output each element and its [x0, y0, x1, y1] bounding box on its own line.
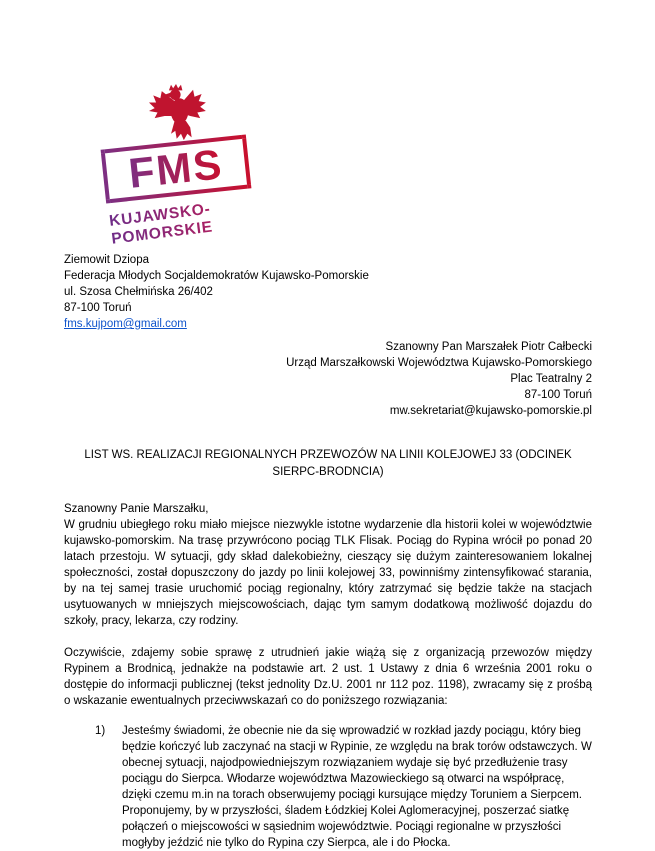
paragraph-2: Oczywiście, zdajemy sobie sprawę z utrudnień jakie wiążą się z organizacją przewozów między Rypinem a Brodnicą, jednakże na podstawie art. 2 ust. 1 Ustawy z dnia 6 września 2001 roku o dostępie do informacji publicznej (tekst jednolity Dz.U. 2001 nr 112 poz. 1198), zwracamy się z prośbą o wskazanie ewentualnych przeciwwskazań co do poniższego rozwiązania:	[64, 647, 592, 707]
sender-street: ul. Szosa Chełmińska 26/402	[64, 286, 213, 298]
fms-logo-text: FMS	[126, 140, 226, 197]
fms-region-text	[108, 195, 257, 249]
region-line-1: KUJAWSKO-	[108, 200, 212, 230]
sender-block	[64, 252, 369, 332]
fms-logo	[96, 84, 256, 248]
paragraph-1: W grudniu ubiegłego roku miało miejsce niezwykle istotne wydarzenie dla historii kolei w województwie kujawsko-pomorskim. Na trasę przywrócono pociąg TLK Flisak. Pociąg do Rypina wrócił po ponad 20 latach przestoju. W sytuacji, gdy skład dalekobieżny, cieszący się dużym zainteresowaniem lokalnej społeczności, został dopuszczony do jazdy po linii kolejowej 33, powinniśmy zintensyfikować starania, by na tej samej trasie uruchomić pociąg regionalny, który zatrzymać się będzie także na stacjach usytuowanych w mniejszych miejscowościach, dając tym samym dodatkową możliwość dojazdu do szkoły, pracy, lekarza, czy rodziny.	[64, 519, 592, 627]
recipient-office: Urząd Marszałkowski Województwa Kujawsko-Pomorskiego	[286, 357, 592, 369]
fms-logo-box	[101, 135, 252, 204]
list-item-text: Jesteśmy świadomi, że obecnie nie da się wprowadzić w rozkład jazdy pociągu, który bieg będzie kończyć lub zaczynać na stacji w Rypinie, ze względu na brak torów odstawczych. W obecnej sytuacji, najodpowiedniejszym rozwiązaniem wydaje się być przedłużenie trasy pociągu do Sierpca. Włodarze województwa Mazowieckiego są otwarci na współpracę, dzięki czemu m.in na torach obserwujemy pociągi kursujące między Toruniem a Sierpcem. Proponujemy, by w przyszłości, śladem Łódzkiej Kolei Aglomeracyjnej, poszerzać siatkę połączeń o miejscowości w sąsiednim województwie. Pociągi regionalne w przyszłości mogłyby jeździć nie tylko do Rypina czy Sierpca, ale i do Płocka.	[122, 725, 592, 849]
recipient-salutation: Szanowny Pan Marszałek Piotr Całbecki	[385, 341, 592, 353]
recipient-street: Plac Teatralny 2	[510, 373, 592, 385]
sender-email-link[interactable]: fms.kujpom@gmail.com	[64, 318, 187, 330]
region-line-2: POMORSKIE	[110, 218, 214, 248]
recipient-email: mw.sekretariat@kujawsko-pomorskie.pl	[389, 405, 592, 417]
sender-city: 87-100 Toruń	[64, 302, 132, 314]
recipient-block	[286, 339, 592, 419]
letter-body	[64, 501, 592, 851]
sender-organization: Federacja Młodych Socjaldemokratów Kujawsko-Pomorskie	[64, 270, 369, 282]
sender-name: Ziemowit Dziopa	[64, 254, 149, 266]
list-item-1	[64, 723, 592, 851]
salutation: Szanowny Panie Marszałku,	[64, 503, 209, 515]
list-item-marker: 1)	[95, 725, 106, 737]
recipient-city: 87-100 Toruń	[524, 389, 592, 401]
subject-line: LIST WS. REALIZACJI REGIONALNYCH PRZEWOZÓW NA LINII KOLEJOWEJ 33 (ODCINEK SIERPC-BRODNCIA)	[84, 449, 572, 478]
